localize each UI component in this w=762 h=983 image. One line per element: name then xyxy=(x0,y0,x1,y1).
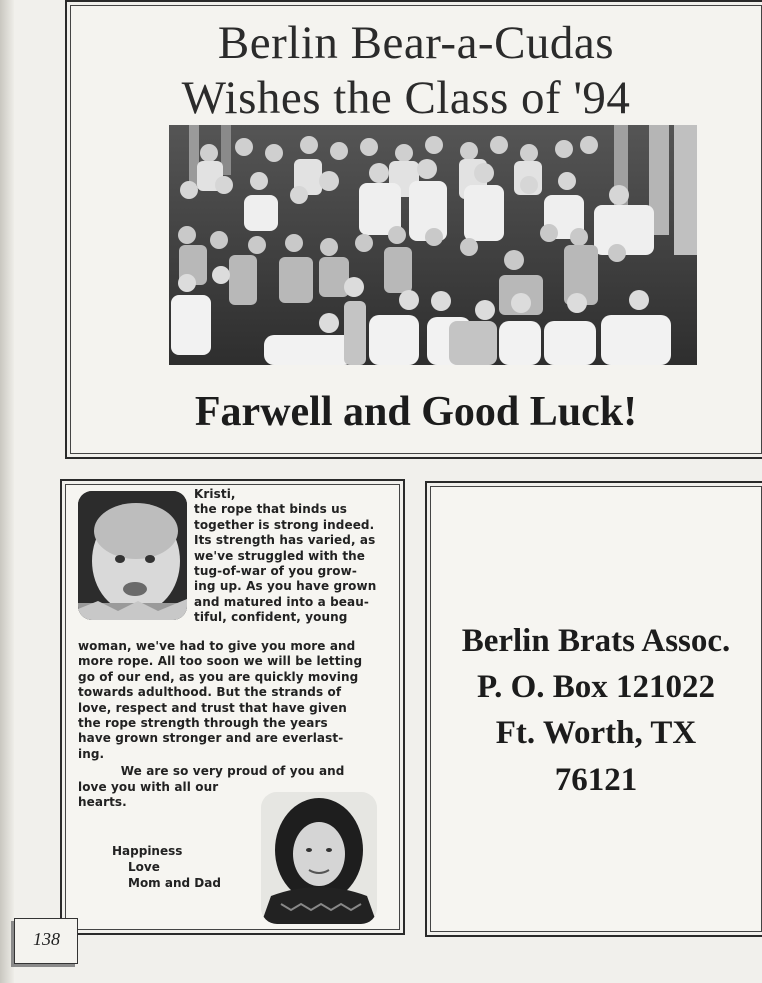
farewell-tagline: Farwell and Good Luck! xyxy=(194,389,638,435)
signature-happiness: Happiness xyxy=(112,844,183,858)
kristi-ad xyxy=(60,479,405,935)
signature-parents: Mom and Dad xyxy=(128,876,221,890)
brats-po-box: P. O. Box 121022 xyxy=(476,669,716,705)
berlin-brats-ad xyxy=(425,481,762,937)
bear-a-cudas-ad xyxy=(65,0,762,459)
page-number: 138 xyxy=(33,929,60,949)
message-body: woman, we've had to give you more and more rope. All too soon we will be letting go of our end, as you are quickly moving towards adulthood. But the strands of love, respect and trust that have given the rope strength through the years have grown stronger and are everlast- ing. xyxy=(78,639,363,761)
signature-love: Love xyxy=(128,860,160,874)
brats-name: Berlin Brats Assoc. xyxy=(461,623,731,659)
message-opening: Kristi, the rope that binds us together is strong indeed. Its strength has varied, as we've struggled with the tug-of-war of you grow- ing up. As you have grown and matured into a beau- tiful, confident, young xyxy=(194,487,377,625)
message-closing: love you with all our hearts. xyxy=(78,780,219,810)
swim-team-group-photo xyxy=(169,125,697,365)
page-number-box xyxy=(14,918,78,964)
message-proud: We are so very proud of you and xyxy=(78,764,345,778)
senior-portrait-photo xyxy=(261,792,377,924)
ad-title-line2: Wishes the Class of '94 xyxy=(181,72,631,124)
baby-portrait-photo xyxy=(78,491,187,620)
ad-title-line1: Berlin Bear-a-Cudas xyxy=(217,17,615,69)
brats-zip: 76121 xyxy=(554,762,638,798)
brats-city-state: Ft. Worth, TX xyxy=(495,715,697,751)
page-binding-shadow xyxy=(0,0,14,983)
